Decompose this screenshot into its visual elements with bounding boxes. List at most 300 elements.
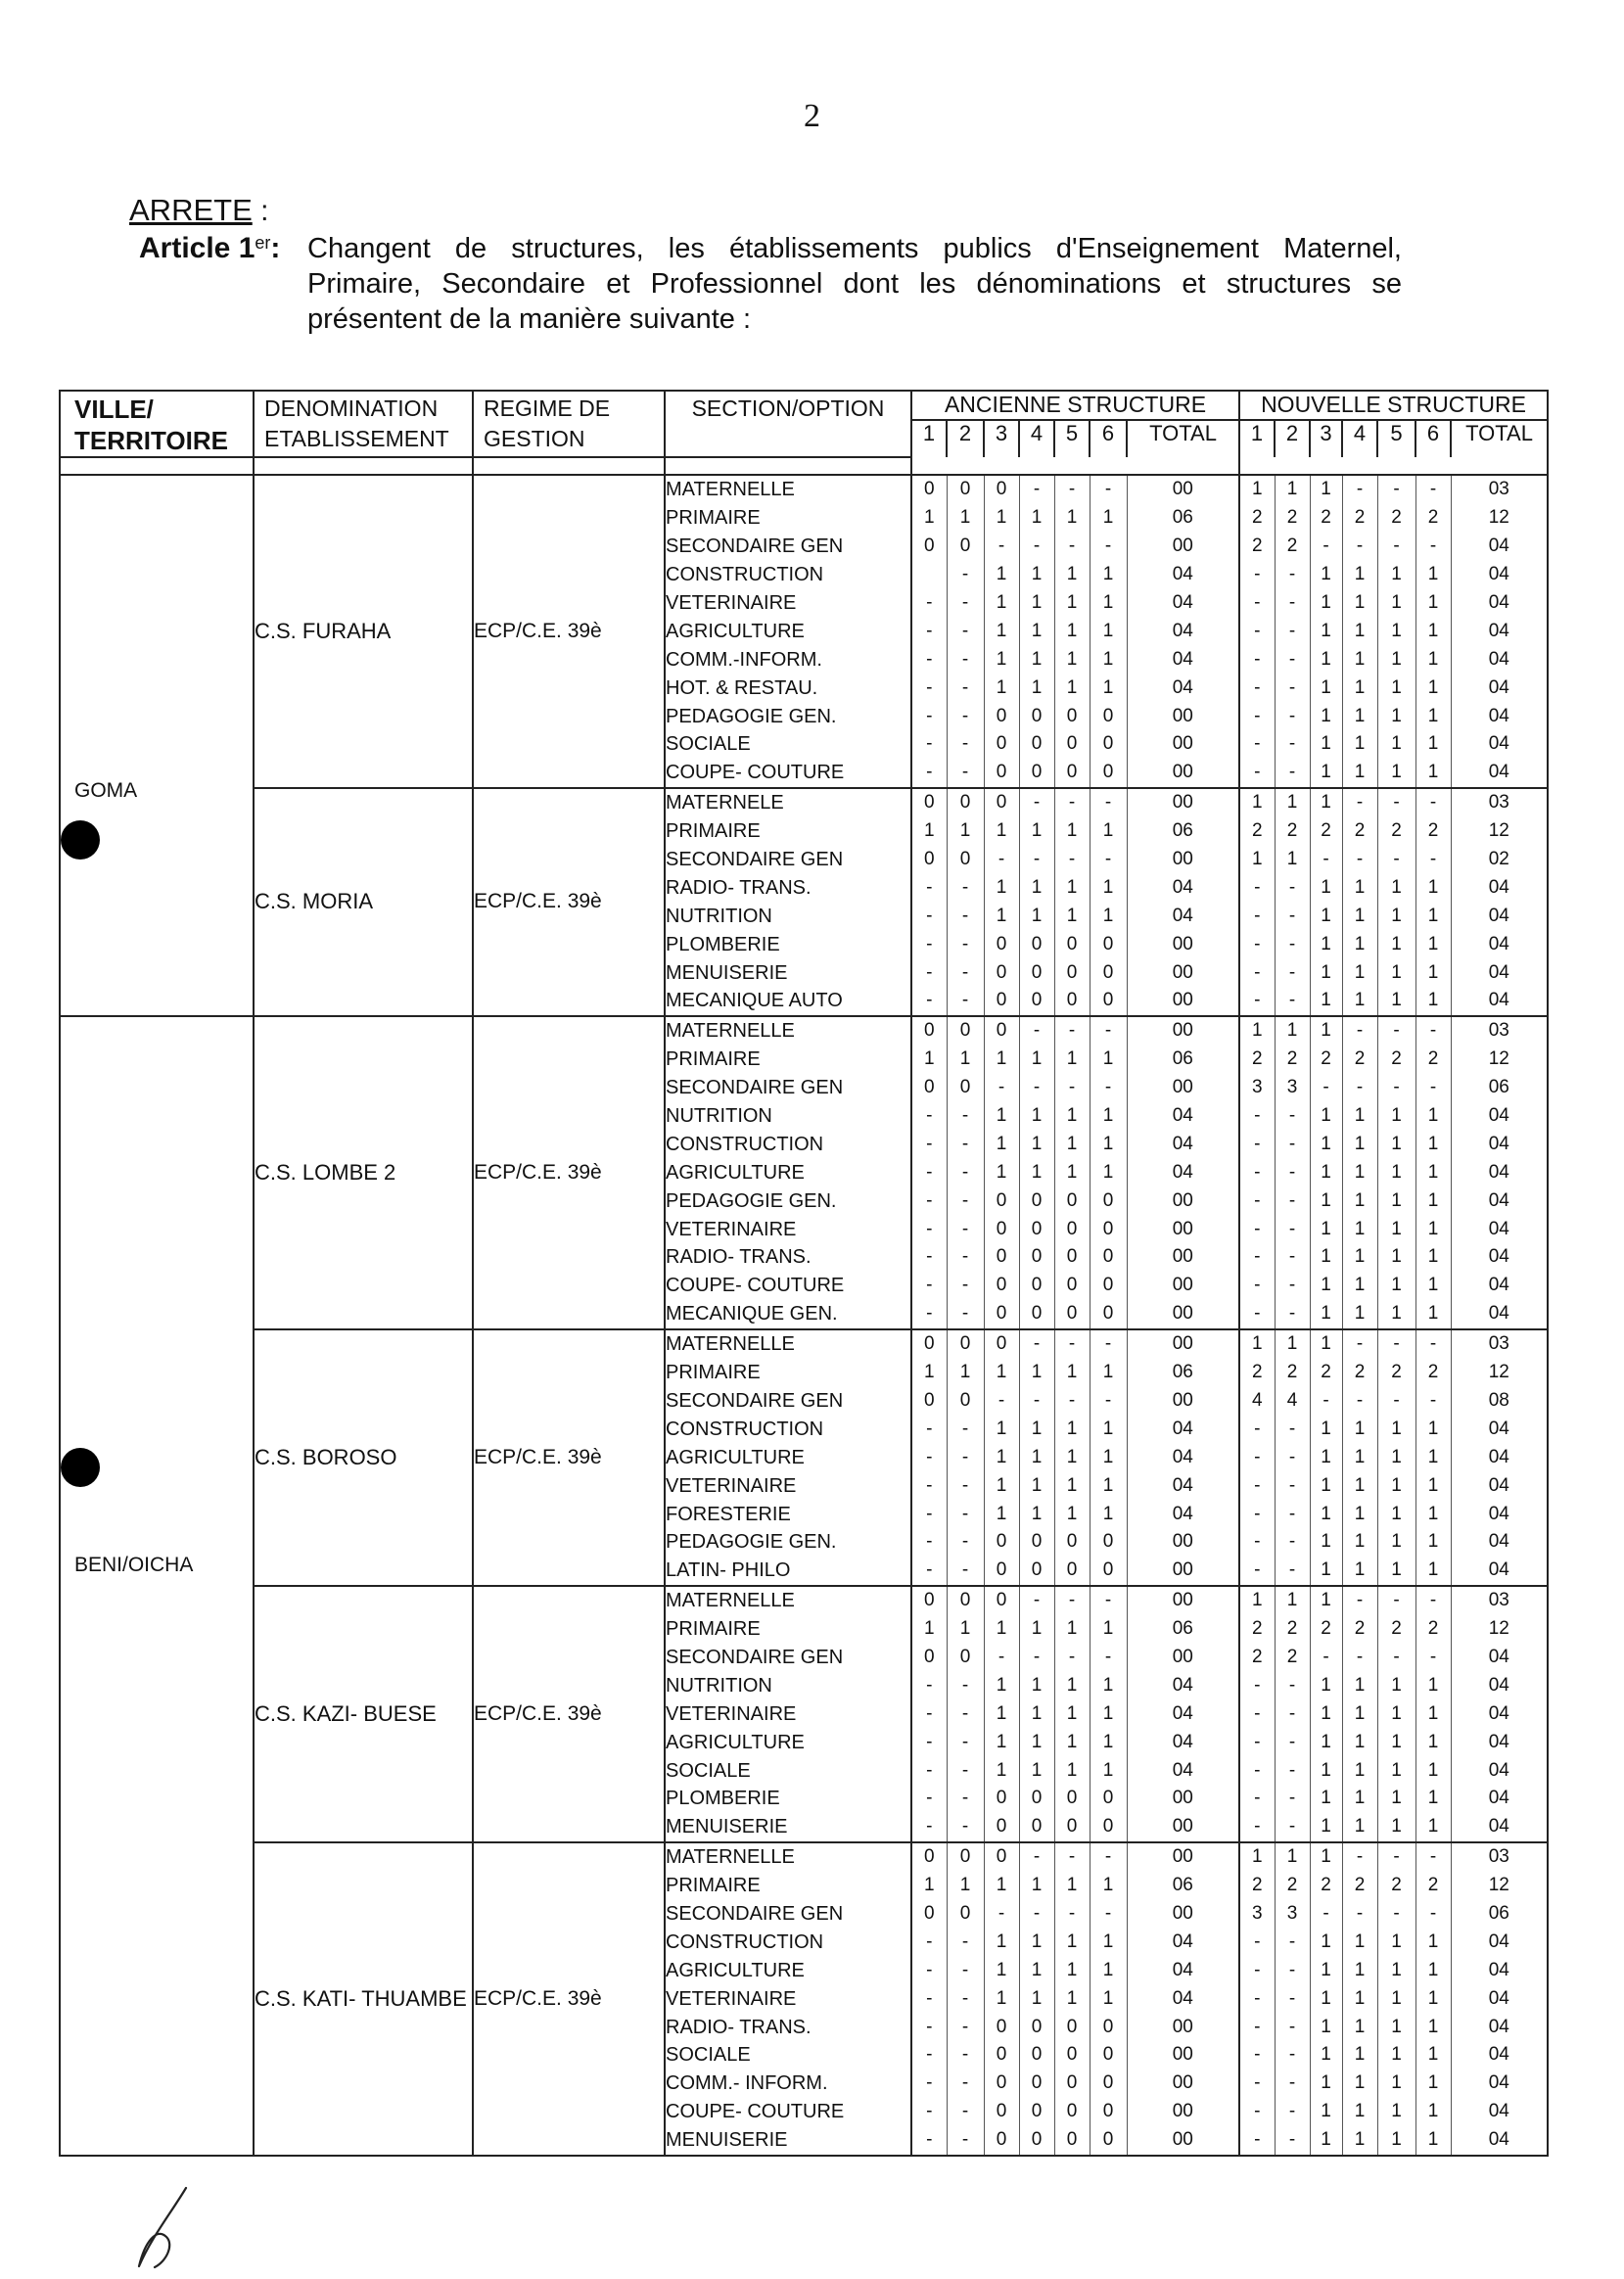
nouvelle-value: 2 <box>1310 1046 1342 1074</box>
nouvelle-value: 1 <box>1415 1186 1451 1215</box>
nouvelle-value: 1 <box>1415 1243 1451 1272</box>
nouvelle-value: 2 <box>1275 1046 1310 1074</box>
school-name: C.S. KATI- THUAMBE <box>254 1842 473 2156</box>
ancienne-value: 0 <box>947 1842 984 1872</box>
nouvelle-value: 1 <box>1415 1956 1451 1984</box>
nouvelle-total: 03 <box>1451 1842 1548 1872</box>
ancienne-value: 1 <box>1090 504 1127 533</box>
section-option: PEDAGOGIE GEN. <box>665 1186 911 1215</box>
nouvelle-col-header: TOTAL <box>1451 420 1548 457</box>
ancienne-value: 0 <box>1019 702 1054 730</box>
nouvelle-value: 1 <box>1415 759 1451 788</box>
ancienne-value: 1 <box>1019 504 1054 533</box>
section-option: VETERINAIRE <box>665 589 911 618</box>
nouvelle-value: 1 <box>1239 1842 1275 1872</box>
nouvelle-value: 1 <box>1239 1586 1275 1615</box>
nouvelle-value: - <box>1275 759 1310 788</box>
regime-gestion: ECP/C.E. 39è <box>473 1016 665 1329</box>
ancienne-value: 1 <box>1054 674 1090 702</box>
nouvelle-value: - <box>1415 1586 1451 1615</box>
section-option: CONSTRUCTION <box>665 561 911 589</box>
ancienne-value: 0 <box>1054 1300 1090 1329</box>
nouvelle-value: 1 <box>1310 2126 1342 2156</box>
ancienne-value: 0 <box>947 788 984 817</box>
nouvelle-value: - <box>1342 1387 1377 1416</box>
ancienne-value: 1 <box>1054 1615 1090 1644</box>
ancienne-value: - <box>1019 475 1054 504</box>
regime-gestion: ECP/C.E. 39è <box>473 475 665 788</box>
header-regime-line1: REGIME DE <box>484 395 611 421</box>
section-option: COUPE- COUTURE <box>665 759 911 788</box>
nouvelle-total: 04 <box>1451 2126 1548 2156</box>
nouvelle-value: - <box>1377 1842 1415 1872</box>
article-label-colon: : <box>270 232 281 264</box>
ancienne-value: - <box>1054 1842 1090 1872</box>
section-option: MECANIQUE AUTO <box>665 987 911 1016</box>
table-row <box>60 475 1548 504</box>
nouvelle-value: 1 <box>1310 1557 1342 1586</box>
nouvelle-total: 04 <box>1451 1557 1548 1586</box>
nouvelle-value: - <box>1342 1586 1377 1615</box>
ancienne-value: 1 <box>984 1102 1019 1131</box>
ancienne-value: 0 <box>1054 958 1090 987</box>
ancienne-value: - <box>911 1102 947 1131</box>
nouvelle-value: 1 <box>1377 2126 1415 2156</box>
ancienne-value: - <box>984 533 1019 561</box>
nouvelle-value: 1 <box>1377 1215 1415 1243</box>
ancienne-value: 1 <box>1090 1158 1127 1186</box>
nouvelle-value: 1 <box>1275 1586 1310 1615</box>
arrete-title: ARRETE <box>129 193 253 227</box>
ancienne-value: 1 <box>1019 873 1054 902</box>
section-option: SOCIALE <box>665 1756 911 1785</box>
ancienne-value: 0 <box>1054 2070 1090 2098</box>
nouvelle-total: 04 <box>1451 589 1548 618</box>
ancienne-total: 00 <box>1127 2098 1239 2126</box>
ancienne-value: - <box>911 958 947 987</box>
ancienne-value: 0 <box>984 1329 1019 1359</box>
nouvelle-value: 1 <box>1310 1329 1342 1359</box>
ancienne-value: 0 <box>984 2098 1019 2126</box>
nouvelle-value: 1 <box>1310 1842 1342 1872</box>
nouvelle-total: 02 <box>1451 846 1548 874</box>
nouvelle-total: 06 <box>1451 1074 1548 1102</box>
section-option: MATERNELLE <box>665 1329 911 1359</box>
nouvelle-value: 1 <box>1342 2098 1377 2126</box>
table-row <box>60 1329 1548 1359</box>
ancienne-value: 0 <box>1019 2041 1054 2070</box>
page-number: 2 <box>804 98 820 134</box>
nouvelle-value: 3 <box>1239 1900 1275 1929</box>
ancienne-value: 1 <box>1054 1872 1090 1900</box>
nouvelle-value: - <box>1275 2098 1310 2126</box>
nouvelle-value: - <box>1342 1900 1377 1929</box>
ancienne-value: 1 <box>1019 1359 1054 1387</box>
ancienne-value: 1 <box>1019 674 1054 702</box>
nouvelle-value: - <box>1239 1243 1275 1272</box>
nouvelle-value: 1 <box>1415 958 1451 987</box>
ancienne-value: 0 <box>1054 2041 1090 2070</box>
header-section: SECTION/OPTION <box>665 391 911 457</box>
section-option: PEDAGOGIE GEN. <box>665 1528 911 1557</box>
ancienne-value: - <box>947 902 984 930</box>
nouvelle-value: 1 <box>1310 1130 1342 1158</box>
nouvelle-total: 03 <box>1451 1016 1548 1046</box>
ancienne-value: 0 <box>911 1842 947 1872</box>
nouvelle-value: 1 <box>1377 1443 1415 1471</box>
nouvelle-value: - <box>1239 1102 1275 1131</box>
nouvelle-value: 1 <box>1342 561 1377 589</box>
ancienne-total: 00 <box>1127 1644 1239 1672</box>
ancienne-value: - <box>947 1813 984 1842</box>
nouvelle-value: - <box>1239 1528 1275 1557</box>
nouvelle-total: 04 <box>1451 1243 1548 1272</box>
nouvelle-value: - <box>1275 1728 1310 1756</box>
nouvelle-value: - <box>1239 1728 1275 1756</box>
ancienne-value: 0 <box>1090 930 1127 958</box>
nouvelle-col-header: 6 <box>1415 420 1451 457</box>
ancienne-value: 1 <box>1019 1500 1054 1528</box>
nouvelle-value: - <box>1239 589 1275 618</box>
ancienne-total: 04 <box>1127 645 1239 674</box>
ancienne-value: - <box>947 873 984 902</box>
ancienne-total: 00 <box>1127 475 1239 504</box>
nouvelle-value: 1 <box>1342 1272 1377 1300</box>
ancienne-value: 0 <box>1054 1215 1090 1243</box>
ancienne-value: 1 <box>1090 1046 1127 1074</box>
nouvelle-value: - <box>1377 533 1415 561</box>
nouvelle-total: 04 <box>1451 1130 1548 1158</box>
nouvelle-value: 1 <box>1377 1756 1415 1785</box>
nouvelle-value: 1 <box>1377 1813 1415 1842</box>
nouvelle-value: 1 <box>1415 702 1451 730</box>
nouvelle-value: 1 <box>1310 1243 1342 1272</box>
nouvelle-value: - <box>1377 475 1415 504</box>
nouvelle-value: - <box>1275 1443 1310 1471</box>
ancienne-value: - <box>1019 788 1054 817</box>
nouvelle-value: 1 <box>1415 1756 1451 1785</box>
ancienne-value: - <box>911 1928 947 1956</box>
nouvelle-total: 04 <box>1451 1102 1548 1131</box>
ancienne-value: - <box>1054 1074 1090 1102</box>
nouvelle-value: - <box>1275 1928 1310 1956</box>
nouvelle-value: 1 <box>1342 702 1377 730</box>
header-ville <box>60 391 254 457</box>
nouvelle-value: 1 <box>1415 902 1451 930</box>
nouvelle-value: 2 <box>1415 1359 1451 1387</box>
nouvelle-value: - <box>1239 645 1275 674</box>
ancienne-total: 06 <box>1127 1615 1239 1644</box>
ancienne-value: 0 <box>1019 2126 1054 2156</box>
nouvelle-value: - <box>1310 1900 1342 1929</box>
nouvelle-value: - <box>1239 1215 1275 1243</box>
nouvelle-value: 1 <box>1415 1699 1451 1728</box>
ancienne-total: 00 <box>1127 730 1239 759</box>
nouvelle-value: - <box>1275 2126 1310 2156</box>
ancienne-value: 0 <box>1090 2126 1127 2156</box>
ancienne-value: 0 <box>947 1016 984 1046</box>
ancienne-value: 1 <box>1054 1756 1090 1785</box>
nouvelle-value: 1 <box>1377 759 1415 788</box>
ancienne-value: - <box>911 2070 947 2098</box>
nouvelle-value: - <box>1275 589 1310 618</box>
ancienne-value: 1 <box>1054 1500 1090 1528</box>
ancienne-value: 1 <box>1019 1928 1054 1956</box>
ancienne-value: - <box>1054 1387 1090 1416</box>
ancienne-value: 0 <box>984 759 1019 788</box>
nouvelle-total: 04 <box>1451 1300 1548 1329</box>
school-name: C.S. BOROSO <box>254 1329 473 1586</box>
ancienne-col-header: 5 <box>1054 420 1090 457</box>
ancienne-value: 0 <box>984 2126 1019 2156</box>
nouvelle-value: - <box>1275 2013 1310 2041</box>
nouvelle-value: - <box>1239 1813 1275 1842</box>
nouvelle-total: 04 <box>1451 2041 1548 2070</box>
ancienne-value: - <box>1019 1329 1054 1359</box>
section-option: PEDAGOGIE GEN. <box>665 702 911 730</box>
nouvelle-total: 12 <box>1451 1046 1548 1074</box>
section-option: AGRICULTURE <box>665 1728 911 1756</box>
ancienne-value: - <box>911 1528 947 1557</box>
nouvelle-value: 1 <box>1377 2041 1415 2070</box>
section-option: CONSTRUCTION <box>665 1415 911 1443</box>
ancienne-value: 0 <box>911 1074 947 1102</box>
nouvelle-total: 04 <box>1451 930 1548 958</box>
nouvelle-value: 1 <box>1377 2070 1415 2098</box>
nouvelle-value: 1 <box>1310 788 1342 817</box>
nouvelle-value: 2 <box>1239 1872 1275 1900</box>
nouvelle-value: - <box>1275 1984 1310 2013</box>
ancienne-value: - <box>984 1644 1019 1672</box>
nouvelle-value: - <box>1239 1956 1275 1984</box>
table-header-gap <box>60 457 1548 475</box>
ancienne-value: 1 <box>984 1130 1019 1158</box>
nouvelle-value: - <box>1275 1243 1310 1272</box>
section-option: NUTRITION <box>665 1102 911 1131</box>
nouvelle-value: 1 <box>1377 1186 1415 1215</box>
ancienne-value: 0 <box>984 1528 1019 1557</box>
ancienne-value: 1 <box>911 1046 947 1074</box>
nouvelle-value: 1 <box>1239 475 1275 504</box>
section-option: RADIO- TRANS. <box>665 2013 911 2041</box>
section-option: COUPE- COUTURE <box>665 2098 911 2126</box>
ancienne-value: - <box>911 702 947 730</box>
nouvelle-value: 1 <box>1310 1728 1342 1756</box>
nouvelle-total: 04 <box>1451 1928 1548 1956</box>
nouvelle-value: 1 <box>1415 674 1451 702</box>
nouvelle-value: 1 <box>1377 1671 1415 1699</box>
nouvelle-value: - <box>1415 846 1451 874</box>
ancienne-value: 1 <box>947 1046 984 1074</box>
nouvelle-value: - <box>1377 1329 1415 1359</box>
ancienne-value: 1 <box>1090 1102 1127 1131</box>
ancienne-value: - <box>947 617 984 645</box>
nouvelle-value: - <box>1275 902 1310 930</box>
ancienne-value: - <box>1019 1644 1054 1672</box>
nouvelle-value: 1 <box>1415 1158 1451 1186</box>
nouvelle-value: 2 <box>1377 1046 1415 1074</box>
nouvelle-value: - <box>1239 1557 1275 1586</box>
ancienne-value: 1 <box>1019 1130 1054 1158</box>
ancienne-value: 1 <box>984 1443 1019 1471</box>
nouvelle-total: 04 <box>1451 1984 1548 2013</box>
ancienne-value: 1 <box>1090 1671 1127 1699</box>
nouvelle-value: 1 <box>1415 1415 1451 1443</box>
nouvelle-value: 3 <box>1239 1074 1275 1102</box>
ancienne-value: 0 <box>984 2041 1019 2070</box>
regime-gestion: ECP/C.E. 39è <box>473 1329 665 1586</box>
nouvelle-col-header: 3 <box>1310 420 1342 457</box>
ancienne-value: - <box>911 1756 947 1785</box>
nouvelle-value: 1 <box>1342 2041 1377 2070</box>
nouvelle-total: 04 <box>1451 1699 1548 1728</box>
nouvelle-value: - <box>1275 1272 1310 1300</box>
nouvelle-total: 04 <box>1451 674 1548 702</box>
ancienne-value: 1 <box>1054 617 1090 645</box>
nouvelle-value: 1 <box>1377 1471 1415 1500</box>
nouvelle-total: 12 <box>1451 1615 1548 1644</box>
ancienne-total: 06 <box>1127 1046 1239 1074</box>
nouvelle-value: 1 <box>1275 1842 1310 1872</box>
nouvelle-value: 3 <box>1275 1074 1310 1102</box>
regime-gestion: ECP/C.E. 39è <box>473 1842 665 2156</box>
nouvelle-value: - <box>1239 2070 1275 2098</box>
ancienne-value: 1 <box>984 1158 1019 1186</box>
nouvelle-value: - <box>1275 1528 1310 1557</box>
ancienne-total: 04 <box>1127 561 1239 589</box>
ancienne-value: - <box>911 2126 947 2156</box>
ancienne-value: - <box>1054 475 1090 504</box>
nouvelle-value: 1 <box>1310 2013 1342 2041</box>
nouvelle-value: 1 <box>1310 873 1342 902</box>
nouvelle-value: 1 <box>1377 1984 1415 2013</box>
ancienne-total: 00 <box>1127 930 1239 958</box>
ancienne-value: 0 <box>1019 2013 1054 2041</box>
ancienne-value: 0 <box>984 1557 1019 1586</box>
nouvelle-value: - <box>1275 2041 1310 2070</box>
nouvelle-value: 1 <box>1415 730 1451 759</box>
ancienne-value: 1 <box>911 817 947 846</box>
nouvelle-value: 1 <box>1342 1500 1377 1528</box>
ancienne-value: - <box>911 2013 947 2041</box>
nouvelle-value: 2 <box>1377 504 1415 533</box>
ancienne-total: 04 <box>1127 873 1239 902</box>
section-option: VETERINAIRE <box>665 1471 911 1500</box>
nouvelle-value: - <box>1239 987 1275 1016</box>
nouvelle-value: - <box>1275 1813 1310 1842</box>
nouvelle-value: 2 <box>1275 1872 1310 1900</box>
ancienne-value: - <box>947 1671 984 1699</box>
ancienne-value: 1 <box>984 1359 1019 1387</box>
nouvelle-total: 04 <box>1451 1813 1548 1842</box>
nouvelle-value: 1 <box>1415 1984 1451 2013</box>
ancienne-value: 0 <box>1054 2013 1090 2041</box>
ancienne-value: - <box>911 674 947 702</box>
nouvelle-value: 1 <box>1377 1528 1415 1557</box>
ancienne-value: - <box>1054 1016 1090 1046</box>
nouvelle-value: - <box>1275 1557 1310 1586</box>
nouvelle-col-header: 4 <box>1342 420 1377 457</box>
ancienne-value: - <box>947 1130 984 1158</box>
nouvelle-value: - <box>1239 873 1275 902</box>
ancienne-value: 1 <box>1019 1699 1054 1728</box>
nouvelle-value: - <box>1275 1158 1310 1186</box>
ancienne-value: 0 <box>984 930 1019 958</box>
ancienne-value: - <box>1054 1586 1090 1615</box>
nouvelle-value: - <box>1377 1586 1415 1615</box>
ancienne-value: - <box>1090 1016 1127 1046</box>
table-body <box>60 475 1548 2156</box>
nouvelle-value: 1 <box>1310 1500 1342 1528</box>
nouvelle-value: - <box>1275 930 1310 958</box>
section-option: PRIMAIRE <box>665 504 911 533</box>
ancienne-value: 0 <box>984 1842 1019 1872</box>
nouvelle-value: - <box>1275 1785 1310 1813</box>
nouvelle-total: 12 <box>1451 504 1548 533</box>
nouvelle-value: 1 <box>1310 1443 1342 1471</box>
header-regime <box>473 391 665 457</box>
nouvelle-total: 03 <box>1451 1586 1548 1615</box>
nouvelle-value: 1 <box>1342 674 1377 702</box>
ancienne-value: 0 <box>984 1813 1019 1842</box>
ancienne-value: 1 <box>1054 589 1090 618</box>
section-option: MENUISERIE <box>665 1813 911 1842</box>
ancienne-total: 00 <box>1127 1842 1239 1872</box>
ancienne-value: - <box>1090 1842 1127 1872</box>
nouvelle-value: 1 <box>1310 1928 1342 1956</box>
nouvelle-value: - <box>1342 846 1377 874</box>
ancienne-value: - <box>1054 1644 1090 1672</box>
nouvelle-value: 1 <box>1415 561 1451 589</box>
section-option: VETERINAIRE <box>665 1984 911 2013</box>
nouvelle-value: 1 <box>1342 1984 1377 2013</box>
ancienne-value: 1 <box>1090 1615 1127 1644</box>
nouvelle-value: 1 <box>1415 1928 1451 1956</box>
structures-table <box>59 390 1549 2157</box>
ancienne-value: 0 <box>984 2013 1019 2041</box>
nouvelle-value: - <box>1377 1900 1415 1929</box>
ancienne-value: 0 <box>1019 1272 1054 1300</box>
nouvelle-value: 2 <box>1377 1872 1415 1900</box>
ancienne-col-header: 3 <box>984 420 1019 457</box>
nouvelle-value: - <box>1239 1756 1275 1785</box>
nouvelle-value: 1 <box>1310 1186 1342 1215</box>
ancienne-value: 0 <box>1054 2098 1090 2126</box>
ancienne-value: - <box>947 759 984 788</box>
ancienne-value: 1 <box>1019 1158 1054 1186</box>
ancienne-value: - <box>947 930 984 958</box>
ancienne-value: - <box>1019 1387 1054 1416</box>
ancienne-total: 00 <box>1127 1785 1239 1813</box>
ancienne-value: 0 <box>911 1016 947 1046</box>
ancienne-value: 1 <box>1090 1130 1127 1158</box>
ancienne-total: 00 <box>1127 1016 1239 1046</box>
nouvelle-total: 04 <box>1451 1443 1548 1471</box>
ancienne-value: 0 <box>1054 1528 1090 1557</box>
nouvelle-value: 1 <box>1239 1329 1275 1359</box>
ancienne-value: - <box>947 1443 984 1471</box>
ancienne-value: 0 <box>1019 2070 1054 2098</box>
nouvelle-value: 1 <box>1415 589 1451 618</box>
nouvelle-value: 1 <box>1415 2126 1451 2156</box>
nouvelle-value: 1 <box>1342 1528 1377 1557</box>
nouvelle-value: 1 <box>1377 1956 1415 1984</box>
nouvelle-value: 1 <box>1342 1928 1377 1956</box>
ancienne-col-header: 4 <box>1019 420 1054 457</box>
nouvelle-total: 04 <box>1451 1756 1548 1785</box>
article-1 <box>129 231 1402 337</box>
section-option: SOCIALE <box>665 2041 911 2070</box>
